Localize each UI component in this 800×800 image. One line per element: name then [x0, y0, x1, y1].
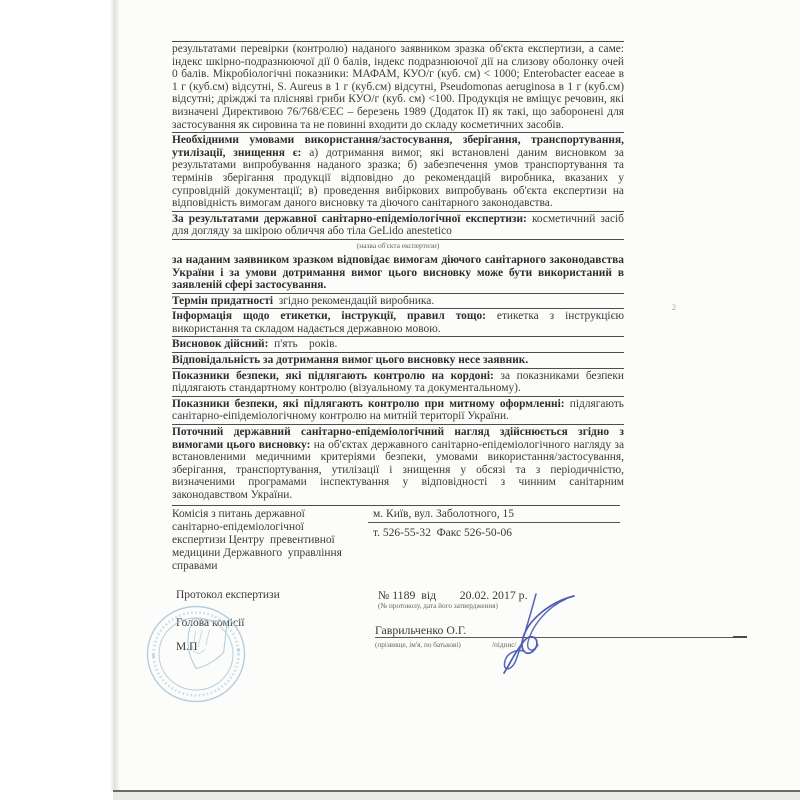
commission-line: медицини Державного управління [172, 547, 342, 559]
commission-line: справами [172, 560, 218, 572]
address-line: м. Київ, вул. Заболотного, 15 [368, 507, 620, 523]
conditions-label: Необхідними умовами використання/застосування, зберігання, транспортування, утилізації, знищення є: [172, 134, 624, 159]
customs-control-text: підлягають санітарно-еіпідеміологічному контролю на митній території України. [172, 397, 624, 423]
results-text: результатами перевірки (контролю) наданого заявником зразка об'єкта експертизи, а саме: індекс шкірно-подразнюючої дії 0 балів, індекс подразнюючої дії на слизову оболонку очей 0 балів. Мікробіологічні показники: МАФАМ, КУО/г (куб. см) < 1000; Enterobacter eaceae в 1 г (куб.см) відсутні, S. Aureus в 1 г (куб.см) відсутні, Pseudomonas aeruginosa в 1 г (куб.см) відсутні; дріжджі та плісняві гриби КУО/г (куб. см) <100. Продукція не вміщує речовин, які визначені Директивою 76/768/ЄЕС – березень 1989 (Додаток II) як такі, що заборонені для застосування як сировина та не повинні входити до складу косметичних засобів. [172, 43, 624, 131]
commission-line: санітарно-епідеміологічної [172, 521, 304, 533]
border-control-row [172, 368, 624, 396]
signature-caption: /підпис/ [492, 641, 517, 649]
expertise-table [172, 41, 624, 503]
seal-microtext-ring [154, 613, 239, 696]
address-block [368, 507, 620, 539]
shelf-life-label: Термін придатності [172, 294, 274, 307]
expertise-text: косметичний засіб для догляду за шкірою обличчя або тіла GeLido anestetico [172, 212, 624, 238]
handwritten-signature [478, 590, 600, 676]
protocol-number: № 1189 від 20.02. 2017 р. [378, 588, 528, 602]
trident-shield-icon [180, 613, 232, 675]
name-caption: (прізвище, ім'я, по батькові) [375, 641, 461, 649]
supervision-text: на об'єктах державного санітарно-епідеміологічного нагляду за встановленими медичними критеріями безпеки, умовами використання/застосування, зберігання, транспортування, утилізації і знищення у обсязі та з періодичністю, визначеними програмами інспектування у відповідності з чинним санітарним законодавством України. [172, 438, 624, 501]
compliance-text: за наданим заявником зразком відповідає вимогам діючого санітарного законодавства України і за умови дотримання вимог цього висновку може бути використаний в заявленій сфері застосування. [172, 253, 624, 292]
scanner-background [113, 792, 800, 800]
label-info-text: етикетка з інструкцією використання та складом надається державною мовою. [172, 310, 624, 335]
phone-line: т. 526-55-32 Факс 526-50-06 [373, 527, 512, 539]
official-seal-stamp [145, 604, 247, 704]
commission-block [172, 508, 377, 573]
commission-line: експертизи Центру превентивної [172, 534, 335, 546]
compliance-paragraph [172, 253, 624, 293]
expertise-label: За результатами державної санітарно-епідеміологічної експертизи: [172, 212, 527, 225]
results-paragraph [172, 41, 624, 132]
supervision-row [172, 424, 624, 503]
shelf-life-row [172, 293, 624, 309]
border-control-text: за показниками безпеки підлягають стандартному контролю (візуальному та документальному). [172, 369, 624, 395]
footer-divider [172, 505, 620, 506]
conditions-text: а) дотримання вимог, які встановлені даним висновком за результатами випробування наданого зразка; б) забезпечення умов транспортування та термінів зберігання продукції відповідно до рекомендацій виробника, вказаних у супровідній документації; в) проведення вибіркових випробувань об'єкта експертизи на відповідність вимогам даного висновку та діючого санітарного законодавства. [172, 146, 624, 210]
shelf-life-text: згідно рекомендацій виробника. [273, 294, 435, 307]
validity-label: Висновок дійсний: [172, 338, 269, 351]
stamp-place-label: М.П [176, 641, 198, 653]
conditions-row [172, 132, 624, 211]
page-left-shadow [110, 0, 120, 791]
supervision-label: Поточний державний санітарно-епідеміологічний нагляд здійснюється згідно з вимогами цього висновку: [172, 426, 624, 451]
protocol-caption: (№ протоколу, дата його затвердження) [378, 602, 498, 610]
responsibility-row [172, 352, 624, 368]
validity-text: п'ять років. [268, 338, 338, 351]
label-info-label: Інформація щодо етикетки, інструкції, правил тощо: [172, 310, 486, 323]
customs-control-row [172, 396, 624, 424]
commission-head-name: Гаврильченко О.Г. [375, 623, 467, 637]
customs-control-label: Показники безпеки, які підлягають контролю при митному оформленні: [172, 397, 565, 410]
object-name-caption: (назва об'єкта експертизи) [172, 239, 624, 253]
expertise-result-row [172, 211, 624, 239]
responsibility-text: Відповідальність за дотримання вимог цього висновку несе заявник. [172, 354, 529, 367]
protocol-label: Протокол експертизи [176, 589, 280, 601]
commission-line: Комісія з питань державної [172, 508, 305, 520]
signature-line-end [733, 636, 747, 638]
commission-head-label: Голова комісії [176, 617, 245, 629]
border-control-label: Показники безпеки, які підлягають контролю на кордоні: [172, 369, 494, 382]
label-info-row [172, 308, 624, 336]
faint-page-number: 2 [672, 303, 676, 312]
validity-row [172, 336, 624, 352]
